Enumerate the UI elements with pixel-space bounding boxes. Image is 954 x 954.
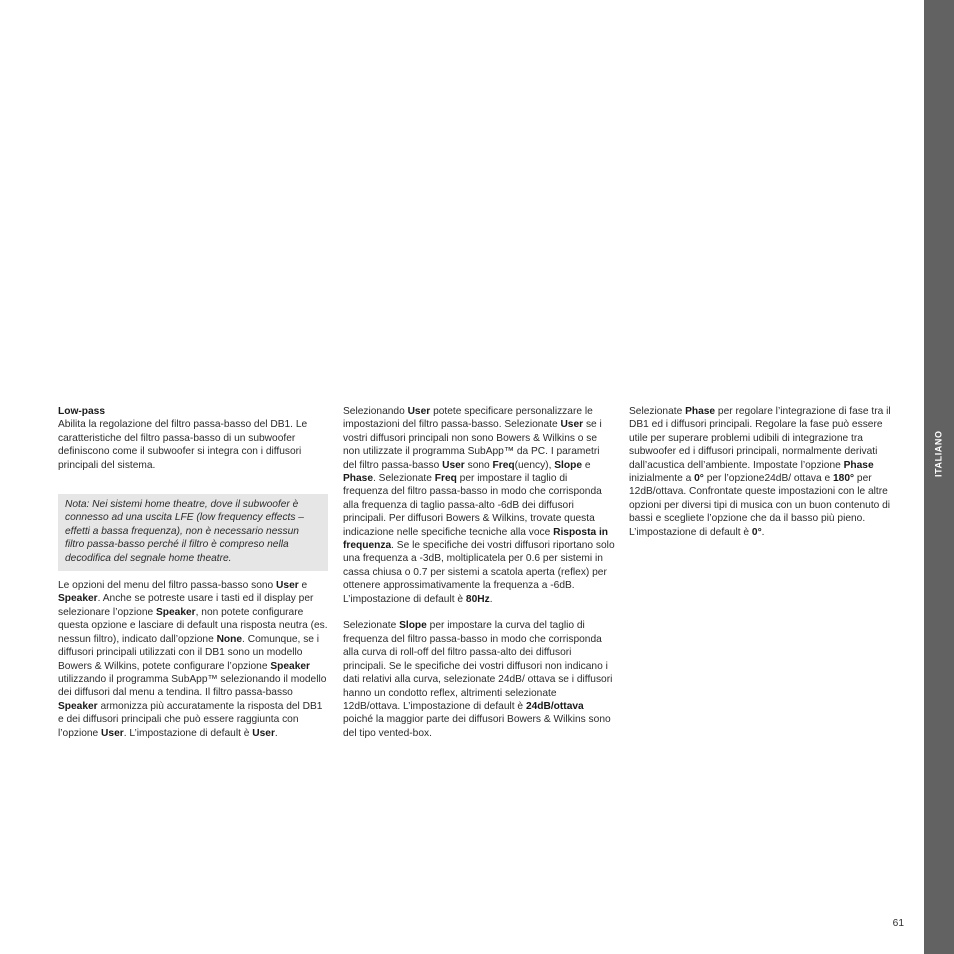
language-tab-label-box <box>924 425 954 483</box>
language-tab-label: ITALIANO <box>933 430 944 478</box>
intro-paragraph: Abilita la regolazione del filtro passa-basso del DB1. Le caratteristiche del filtro passa-basso di un subwoofer definiscono come il subwoofer si integra con i diffusori principali del sistema. <box>58 419 308 471</box>
column-1 <box>58 405 330 740</box>
section-heading: Low-pass <box>58 406 105 417</box>
slope-paragraph: Selezionate Slope per impostare la curva del taglio di frequenza del filtro passa-basso in modo che corrisponda alla curva di roll-off del filtro passa-alto dei diffusori principali. Se le specifiche dei vostri diffusori non indicano i dati relativi alla curva, selezionate 24dB/ ottava se i diffusori hanno un condotto reflex, altrimenti selezionate 12dB/ottava. L’impostazione di default è 24dB/ottava poiché la maggior parte dei diffusori Bowers & Wilkins sono del tipo vented-box. <box>343 620 613 739</box>
user-settings-paragraph: Selezionando User potete specificare personalizzare le impostazioni del filtro passa-basso. Selezionate User se i vostri diffusori principali non sono Bowers & Wilkins o se non utilizzate il programma SubApp™ da PC. I parametri del filtro passa-basso User sono Freq(uency), Slope e Phase. Selezionate Freq per impostare il taglio di frequenza del filtro passa-basso in modo che corrisponda alla frequenza di taglio passa-alto -6dB dei diffusori principali. Per diffusori Bowers & Wilkins, trovate questa indicazione nelle specifiche tecniche alla voce Risposta in frequenza. Se le specifiche dei vostri diffusori riportano solo una frequenza a -3dB, moltiplicatela per 0.6 per sistemi in cassa chiusa o 0.7 per sistemi a scatola aperta (reflex) per ottenere approssimativamente la frequenza a -6dB. L’impostazione di default è 80Hz. <box>343 406 615 605</box>
note-box: Nota: Nei sistemi home theatre, dove il subwoofer è connesso ad una uscita LFE (low frequency effects – effetti a bassa frequenza), non è necessario nessun filtro passa-basso perché il filtro è compreso nella decodifica del segnale home theatre. <box>58 494 328 571</box>
column-3 <box>629 405 901 539</box>
options-paragraph: Le opzioni del menu del filtro passa-basso sono User e Speaker. Anche se potreste usare i tasti ed il display per selezionare l’opzione Speaker, non potete configurare questa opzione e lasciare di default una risposta neutra (es. nessun filtro), indicato dall’opzione None. Comunque, se i diffusori principali utilizzati con il DB1 sono un modello Bowers & Wilkins, potete configurare l’opzione Speaker utilizzando il programma SubApp™ selezionando il modello dei diffusori dal menu a tendina. Il filtro passa-basso Speaker armonizza più accuratamente la risposta del DB1 e dei diffusori principali che può essere raggiunta con l’opzione User. L’impostazione di default è User. <box>58 580 328 739</box>
page-number: 61 <box>892 918 904 929</box>
column-2 <box>343 405 615 740</box>
phase-paragraph: Selezionate Phase per regolare l’integrazione di fase tra il DB1 ed i diffusori principali. Regolare la fase può essere utile per superare problemi udibili di integrazione tra subwoofer ed i diffusori principali, normalmente derivati dall’acustica dell’ambiente. Impostate l’opzione Phase inizialmente a 0° per l’opzione24dB/ ottava e 180° per 12dB/ottava. Confrontate queste impostazioni con le altre opzioni per diversi tipi di musica con un buon contenuto di bassi e scegliete l’opzione che da il basso più pieno. L’impostazione di default è 0°. <box>629 406 891 538</box>
